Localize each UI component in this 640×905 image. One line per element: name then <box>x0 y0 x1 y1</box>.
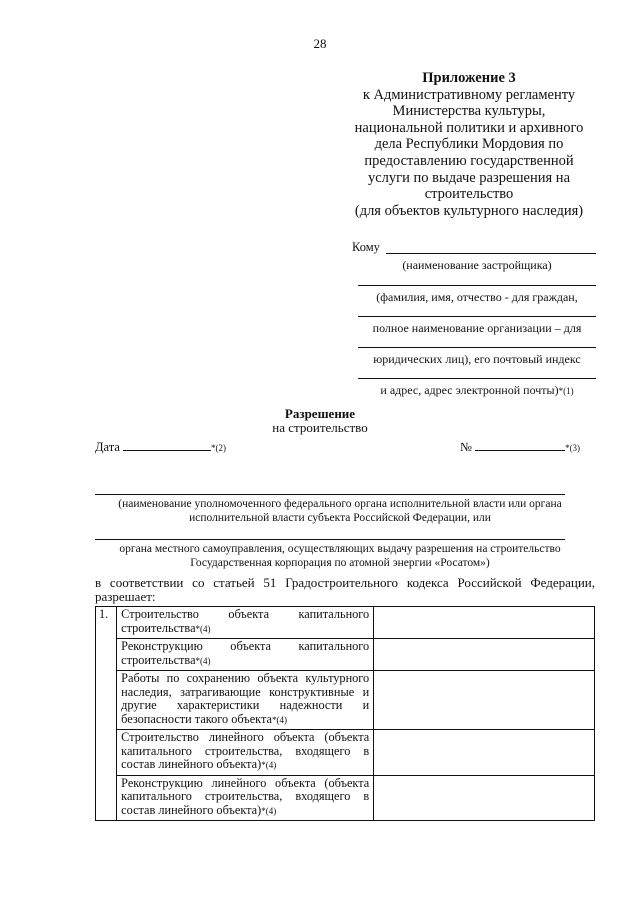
row-description <box>117 639 374 671</box>
row-description <box>117 607 374 639</box>
row-value <box>374 730 595 776</box>
date-label: Дата <box>95 440 120 454</box>
authority-caption-line: Государственная корпорация по атомной энергии «Росатом») <box>190 556 490 569</box>
item-number-cell <box>96 775 117 821</box>
appendix-heading: Приложение 3 <box>422 70 516 86</box>
addressee-block <box>352 240 602 399</box>
footnote-marker: *(2) <box>211 443 227 453</box>
addressee-caption: (фамилия, имя, отчество - для граждан, <box>376 290 578 304</box>
item-number-cell <box>96 671 117 730</box>
appendix-line: услуги по выдаче разрешения на <box>367 169 571 186</box>
appendix-line: Министерства культуры, <box>392 103 546 120</box>
item-number-cell <box>96 639 117 671</box>
number-field <box>460 440 580 455</box>
addressee-caption: (наименование застройщика) <box>402 258 552 272</box>
authority-caption-line: органа местного самоуправления, осуществляющих выдачу разрешения на строительство <box>119 543 561 555</box>
row-value <box>374 775 595 821</box>
date-field <box>95 440 226 455</box>
number-blank-line <box>475 440 565 451</box>
row-text: Реконструкцию объекта капитального строительства <box>121 639 370 667</box>
appendix-line: национальной политики и архивного <box>354 119 584 136</box>
item-number-cell <box>96 730 117 776</box>
addressee-fill-line <box>386 253 596 254</box>
appendix-line: к Административному регламенту <box>362 86 576 103</box>
authority-fill-line <box>95 494 565 495</box>
accordance-text: в соответствии со статьей 51 Градостроительного кодекса Российской Федерации, разрешает: <box>95 575 595 604</box>
authority-caption-1 <box>95 498 585 525</box>
footnote-marker: *(3) <box>565 443 581 453</box>
row-description <box>117 730 374 776</box>
row-description <box>117 671 374 730</box>
addressee-caption-last <box>352 383 602 399</box>
authority-caption-line: (наименование уполномоченного федерального органа исполнительной власти или органа <box>118 498 562 510</box>
footnote-marker: *(4) <box>261 805 277 816</box>
footnote-marker: *(4) <box>195 623 211 634</box>
table-row <box>96 730 595 776</box>
row-value <box>374 639 595 671</box>
authority-caption-line: исполнительной власти субъекта Российской Федерации, или <box>189 511 491 524</box>
date-blank-line <box>123 440 211 451</box>
row-text: Работы по сохранению объекта культурного наследия, затрагивающие конструктивные и другие характеристики надежности и безопасности такого объекта <box>121 671 370 726</box>
table-row <box>96 607 595 639</box>
appendix-line: строительство <box>424 186 514 203</box>
row-value <box>374 607 595 639</box>
appendix-line: предоставлению государственной <box>364 152 574 169</box>
addressee-fill-line <box>358 378 596 379</box>
appendix-line: (для объектов культурного наследия) <box>354 202 584 219</box>
table-row <box>96 639 595 671</box>
title-sub: на строительство <box>272 420 368 435</box>
row-text: Реконструкцию линейного объекта (объекта капитального строительства, входящего в состав линейного объекта) <box>121 775 370 817</box>
permit-table <box>95 606 595 821</box>
footnote-marker: *(4) <box>261 760 277 770</box>
document-title <box>0 407 640 435</box>
row-description <box>117 775 374 821</box>
appendix-header <box>326 70 612 219</box>
addressee-fill-line <box>358 285 596 286</box>
authority-caption-2 <box>95 543 585 570</box>
title-main: Разрешение <box>284 406 356 421</box>
footnote-marker: *(4) <box>271 714 287 725</box>
row-text: Строительство линейного объекта (объекта капитального строительства, входящего в состав линейного объекта) <box>121 730 370 771</box>
number-label: № <box>460 440 472 454</box>
row-text: Строительство объекта капитального строительства <box>121 607 370 635</box>
row-value <box>374 671 595 730</box>
table-row <box>96 671 595 730</box>
item-number: 1. <box>96 607 117 639</box>
table-row <box>96 775 595 821</box>
addressee-to-row <box>352 240 602 258</box>
addressee-to-label: Кому <box>352 240 380 254</box>
page-number: 28 <box>313 36 327 51</box>
footnote-marker: *(4) <box>195 655 211 666</box>
appendix-line: дела Республики Мордовия по <box>374 136 564 153</box>
footnote-marker: *(1) <box>558 386 574 396</box>
addressee-caption: юридических лиц), его почтовый индекс <box>373 352 581 366</box>
addressee-caption: и адрес, адрес электронной почты) <box>380 383 559 397</box>
addressee-fill-line <box>358 316 596 317</box>
authority-fill-line <box>95 539 565 540</box>
addressee-caption: полное наименование организации – для <box>372 321 582 335</box>
addressee-fill-line <box>358 347 596 348</box>
